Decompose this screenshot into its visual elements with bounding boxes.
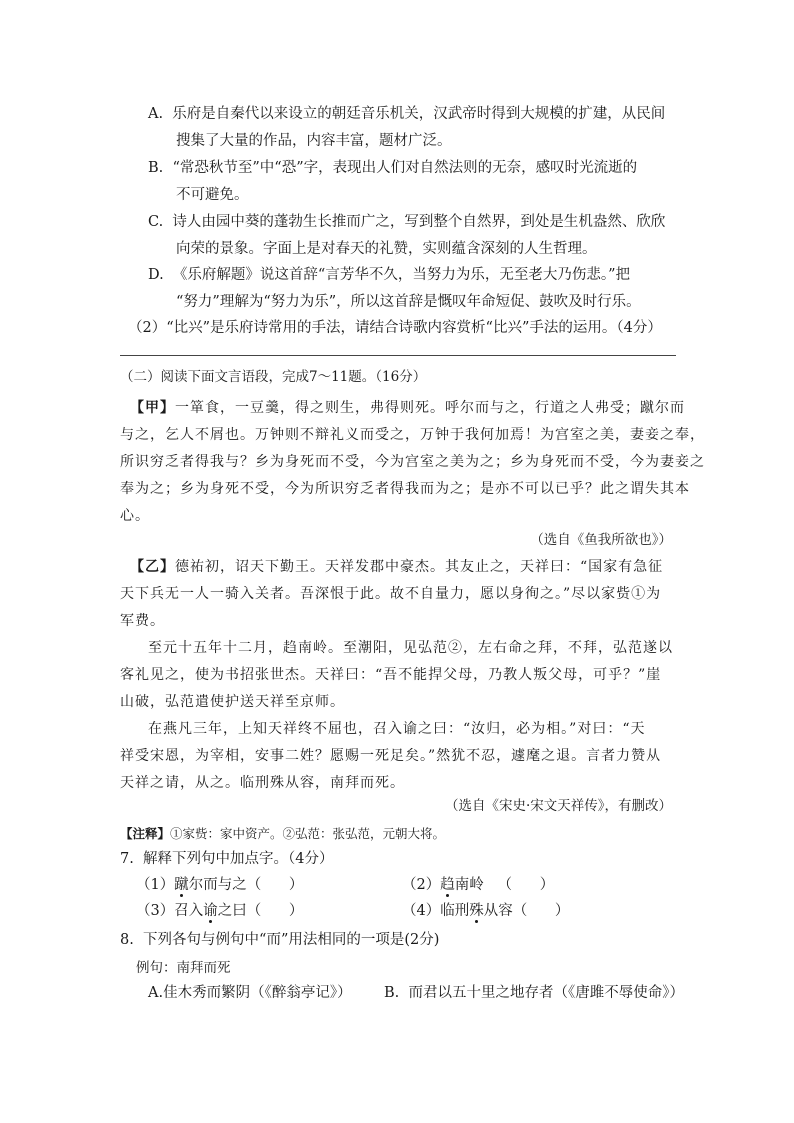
dotted-char: 殊 xyxy=(469,903,484,919)
option-c-line2: 向荣的景象。字面上是对春天的礼赞，实则蕴含深刻的人生哲理。 xyxy=(176,241,597,257)
passage-yi-tag: 【乙】 xyxy=(130,559,175,575)
section-2-heading: （二）阅读下面文言语段，完成7～11题。（16分） xyxy=(120,369,427,385)
question-8-stem: 8. 下列各句与例句中“而”用法相同的一项是(2分) xyxy=(120,932,440,948)
option-b-line1: B. “常恐秋节至”中“恐”字，表现出人们对自然法则的无奈，感叹时光流逝的 xyxy=(148,160,638,176)
option-d-line2: “努力”理解为“努力为乐”，所以这首辞是慨叹年命短促、鼓吹及时行乐。 xyxy=(176,294,641,310)
passage-yi-line8: 祥受宋恩，为宰相，安事二姓？愿赐一死足矣。”然犹不忍，遽麾之退。言者力赞从 xyxy=(120,748,662,764)
question-7-item-1: （1）蹴尔而与之（ ） xyxy=(136,877,304,893)
passage-jia-line2: 与之，乞人不屑也。万钟则不辩礼义而受之，万钟于我何加焉！为宫室之美，妻妾之奉， xyxy=(120,427,705,443)
option-b-line2: 不可避免。 xyxy=(176,187,249,203)
passage-yi-line4: 至元十五年十二月，趋南岭。至潮阳，见弘范②，左右命之拜，不拜，弘范遂以 xyxy=(148,640,673,656)
passage-jia-line4: 奉为之；乡为身死不受，今为所识穷乏者得我而为之；是亦不可以已乎？此之谓失其本 xyxy=(120,481,690,497)
question-7-item-4: （4）临刑殊从容（ ） xyxy=(402,903,570,919)
annotation-tag: 【注释】 xyxy=(120,826,171,841)
question-8-option-b: B. 而君以五十里之地存者（《唐雎不辱使命》） xyxy=(384,985,684,1001)
annotation-text: ①家赀：家中资产。②弘范：张弘范，元朝大将。 xyxy=(170,826,446,841)
passage-yi-source: （选自《宋史·宋文天祥传》，有删改） xyxy=(444,798,672,814)
passage-yi-line1: 【乙】德祐初，诏天下勤王。天祥发郡中豪杰。其友止之，天祥曰：“国家有急征 xyxy=(130,559,664,575)
question-2: （2）“比兴”是乐府诗常用的手法，请结合诗歌内容赏析“比兴”手法的运用。（4分） xyxy=(128,320,662,336)
option-a-line1: A. 乐府是自秦代以来设立的朝廷音乐机关，汉武帝时得到大规模的扩建，从民间 xyxy=(148,106,666,122)
option-c-line1: C. 诗人由园中葵的蓬勃生长推而广之，写到整个自然界，到处是生机盎然、欣欣 xyxy=(148,214,666,230)
passage-jia-line3: 所识穷乏者得我与？乡为身死而不受，今为宫室之美为之；乡为身死而不受，今为妻妾之 xyxy=(120,454,705,470)
question-7-item-3: （3）召入谕之曰（ ） xyxy=(136,903,304,919)
question-7-item-2: （2）趋南岭 （ ） xyxy=(402,877,555,893)
question-8-example: 例句：南拜而死 xyxy=(136,960,231,976)
dotted-char: 谕 xyxy=(203,903,218,919)
passage-jia-tag: 【甲】 xyxy=(130,400,175,416)
dotted-char: 蹴 xyxy=(174,877,189,893)
passage-yi-line5: 客礼见之，使为书招张世杰。天祥曰：“吾不能捍父母，乃教人叛父母，可乎？”崖 xyxy=(120,667,662,683)
passage-yi-line3: 军费。 xyxy=(120,613,165,629)
section-divider xyxy=(120,355,676,356)
passage-jia-line1: 【甲】一箪食，一豆羹，得之则生，弗得则死。呼尔而与之，行道之人弗受；蹴尔而 xyxy=(130,400,685,416)
passage-yi-line7: 在燕凡三年，上知天祥终不屈也，召入谕之曰：“汝归，必为相。”对曰：“天 xyxy=(148,721,646,737)
question-8-option-a: A.佳木秀而繁阴（《醉翁亭记》） xyxy=(148,985,352,1001)
dotted-char: 趋 xyxy=(440,877,455,893)
passage-jia-source: （选自《鱼我所欲也》） xyxy=(530,532,672,548)
passage-yi-line2: 天下兵无一人一骑入关者。吾深恨于此。故不自量力，愿以身徇之。”尽以家赀①为 xyxy=(120,586,662,602)
annotation xyxy=(120,824,445,844)
question-7-stem: 7. 解释下列句中加点字。（4分） xyxy=(120,851,334,867)
option-a-line2: 搜集了大量的作品，内容丰富，题材广泛。 xyxy=(176,133,452,149)
passage-yi-line9: 天祥之请，从之。临刑殊从容，南拜而死。 xyxy=(120,775,405,791)
passage-yi-line6: 山破，弘范遣使护送天祥至京师。 xyxy=(120,694,345,710)
passage-jia-line5: 心。 xyxy=(120,508,150,524)
option-d-line1: D. 《乐府解题》说这首辞“言芳华不久，当努力为乐，无至老大乃伤悲。”把 xyxy=(148,267,631,283)
